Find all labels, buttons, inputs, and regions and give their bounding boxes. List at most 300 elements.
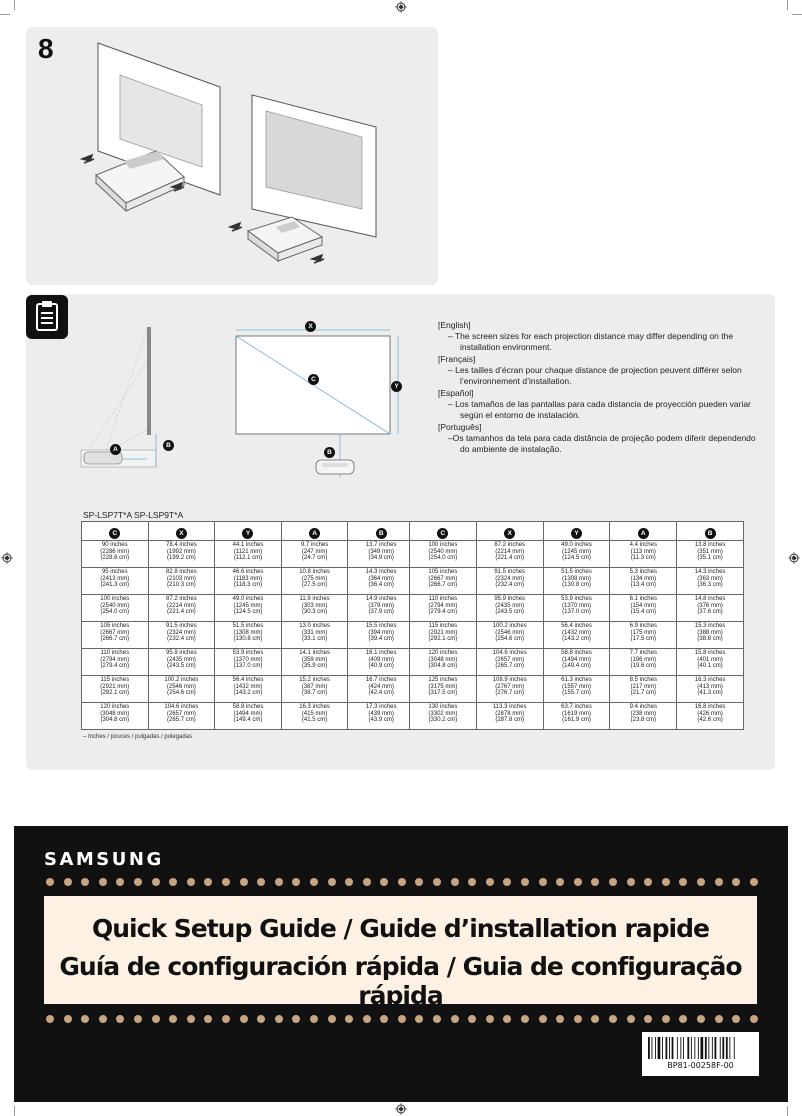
cell-line: (276.7 cm) bbox=[495, 690, 525, 697]
table-cell bbox=[215, 703, 282, 730]
decor-dot bbox=[415, 1015, 423, 1023]
decor-dot bbox=[486, 1015, 494, 1023]
decor-dot bbox=[486, 878, 494, 886]
cell-line: (2878 mm) bbox=[495, 710, 525, 717]
cell-line: 6.1 inches bbox=[629, 596, 657, 602]
barcode-bar bbox=[666, 1037, 668, 1059]
table-row bbox=[410, 703, 744, 730]
cell-line: 90 inches bbox=[101, 542, 128, 548]
decor-dot bbox=[275, 878, 283, 886]
cell-line: 15.8 inches bbox=[694, 650, 726, 656]
decor-dot bbox=[116, 878, 124, 886]
cell-line: (2657 mm) bbox=[495, 656, 525, 663]
table-cell bbox=[148, 703, 215, 730]
barcode-bar bbox=[708, 1037, 709, 1059]
cell-line: (36.3 cm) bbox=[697, 582, 723, 589]
registration-mark-bottom bbox=[395, 1103, 407, 1115]
cell-line: 56.4 inches bbox=[232, 677, 264, 683]
cell-line: (413 mm) bbox=[697, 683, 723, 690]
cell-line: (1432 mm) bbox=[561, 629, 591, 636]
cell-line: (1308 mm) bbox=[561, 575, 591, 582]
barcode-bar bbox=[712, 1037, 713, 1059]
cell-line: 8.5 inches bbox=[629, 677, 657, 683]
cell-line: 95.9 inches bbox=[166, 650, 197, 656]
table-cell bbox=[148, 622, 215, 649]
decor-dot bbox=[591, 1015, 599, 1023]
cell-line: (266.7 cm) bbox=[100, 636, 130, 643]
header-badge: C bbox=[437, 528, 448, 539]
decor-dot bbox=[257, 1015, 265, 1023]
table-row bbox=[410, 595, 744, 622]
cell-line: (21.7 cm) bbox=[630, 690, 656, 697]
cell-line: (243.5 cm) bbox=[495, 609, 525, 616]
multilingual-notes bbox=[438, 319, 760, 455]
size-table-left bbox=[81, 521, 415, 730]
decor-dot bbox=[574, 1015, 582, 1023]
table-cell bbox=[476, 676, 543, 703]
table-row bbox=[410, 676, 744, 703]
cell-line: (401 mm) bbox=[697, 656, 723, 663]
crop-mark bbox=[14, 1106, 15, 1116]
cell-line: 16.3 inches bbox=[694, 677, 726, 683]
cell-line: (409 mm) bbox=[368, 656, 395, 663]
decor-dot bbox=[697, 878, 705, 886]
table-cell bbox=[148, 649, 215, 676]
decor-dot bbox=[134, 1015, 142, 1023]
cell-line: (217 mm) bbox=[630, 683, 657, 690]
cell-line: (124.5 cm) bbox=[562, 555, 591, 562]
crop-mark bbox=[787, 0, 788, 10]
label-x-front: X bbox=[305, 321, 316, 332]
table-cell bbox=[610, 568, 677, 595]
decor-dot bbox=[187, 878, 195, 886]
cell-line: (254.0 cm) bbox=[100, 609, 130, 616]
cell-line: 95.9 inches bbox=[494, 596, 526, 602]
decor-dot bbox=[662, 878, 670, 886]
decor-dot bbox=[732, 878, 740, 886]
cell-line: (137.0 cm) bbox=[562, 609, 591, 616]
header-badge: Y bbox=[571, 528, 582, 539]
cell-line: 7.7 inches bbox=[629, 650, 657, 656]
cell-line: (1494 mm) bbox=[233, 710, 263, 717]
cell-line: (221.4 cm) bbox=[167, 609, 196, 616]
decor-dot bbox=[204, 1015, 212, 1023]
decor-dot bbox=[46, 1015, 54, 1023]
table-cell bbox=[677, 595, 744, 622]
table-cell bbox=[215, 568, 282, 595]
step-number: 8 bbox=[38, 33, 54, 64]
crop-mark bbox=[0, 14, 10, 15]
step-8-panel bbox=[26, 27, 438, 285]
barcode-bar bbox=[648, 1037, 650, 1059]
cell-line: (38.8 cm) bbox=[697, 636, 723, 643]
table-row bbox=[410, 622, 744, 649]
title-line-2: Guía de configuración rápida / Guia de configuração rápida bbox=[59, 952, 742, 1010]
cell-line: (1432 mm) bbox=[233, 683, 263, 690]
decor-dot bbox=[468, 878, 476, 886]
cell-line: 9.7 inches bbox=[300, 542, 329, 548]
cell-line: (41.3 cm) bbox=[697, 690, 723, 697]
cell-line: (40.9 cm) bbox=[368, 663, 394, 670]
table-cell bbox=[281, 595, 348, 622]
barcode-bar bbox=[677, 1037, 678, 1059]
table-cell bbox=[348, 676, 415, 703]
cell-line: (38.7 cm) bbox=[301, 690, 328, 697]
decor-dot bbox=[539, 878, 547, 886]
table-cell bbox=[543, 595, 610, 622]
barcode bbox=[642, 1032, 759, 1076]
barcode-bar bbox=[734, 1037, 735, 1059]
cell-line: 16.1 inches bbox=[365, 650, 397, 656]
cell-line: (1245 mm) bbox=[561, 548, 591, 555]
cell-line: (265.7 cm) bbox=[495, 663, 525, 670]
cell-line: (143.2 cm) bbox=[562, 636, 591, 643]
table-cell bbox=[610, 676, 677, 703]
note-text: – The screen sizes for each projection distance may differ depending on the installation environment. bbox=[448, 331, 734, 352]
cell-line: (317.5 cm) bbox=[428, 690, 458, 697]
cell-line: (1121 mm) bbox=[233, 548, 263, 555]
cell-line: (3048 mm) bbox=[428, 656, 458, 663]
cell-line: 51.5 inches bbox=[561, 569, 592, 575]
cell-line: 13.7 inches bbox=[365, 542, 397, 548]
cell-line: (221.4 cm) bbox=[495, 555, 525, 562]
cell-line: (154 mm) bbox=[630, 602, 657, 609]
cell-line: (2546 mm) bbox=[166, 683, 196, 690]
decor-dot bbox=[64, 878, 72, 886]
header-badge: A bbox=[638, 528, 649, 539]
table-header bbox=[543, 522, 610, 541]
crop-mark bbox=[787, 1106, 788, 1116]
cell-line: (2921 mm) bbox=[428, 629, 458, 636]
cell-line: (40.1 cm) bbox=[697, 663, 723, 670]
cell-line: 100.2 inches bbox=[164, 677, 199, 683]
cell-line: (1245 mm) bbox=[233, 602, 263, 609]
cell-line: (43.9 cm) bbox=[368, 717, 394, 724]
table-cell bbox=[82, 595, 149, 622]
cell-line: (303 mm) bbox=[301, 602, 328, 609]
decor-dot bbox=[292, 878, 300, 886]
crop-mark bbox=[14, 0, 15, 10]
cell-line: 53.9 inches bbox=[232, 650, 264, 656]
cell-line: (3302 mm) bbox=[428, 710, 458, 717]
cell-line: (376 mm) bbox=[697, 602, 723, 609]
barcode-bar bbox=[662, 1037, 663, 1059]
note-lang: [Español] bbox=[438, 388, 474, 398]
cell-line: (149.4 cm) bbox=[233, 717, 263, 724]
cell-line: (2667 mm) bbox=[100, 629, 130, 636]
cell-line: 13.8 inches bbox=[694, 542, 726, 548]
cell-line: 110 inches bbox=[100, 650, 130, 656]
table-header bbox=[476, 522, 543, 541]
cell-line: (359 mm) bbox=[301, 656, 328, 663]
decor-dot bbox=[398, 1015, 406, 1023]
table-cell bbox=[476, 568, 543, 595]
decor-dot bbox=[99, 1015, 107, 1023]
table-row bbox=[410, 649, 744, 676]
cell-line: (2324 mm) bbox=[166, 629, 196, 636]
table-row bbox=[410, 568, 744, 595]
decor-dot bbox=[116, 1015, 124, 1023]
cell-line: (243.5 cm) bbox=[167, 663, 196, 670]
cell-line: 44.1 inches bbox=[232, 542, 264, 548]
cell-line: (2794 mm) bbox=[428, 602, 458, 609]
note-lang: [Français] bbox=[438, 354, 476, 364]
decor-dot bbox=[644, 1015, 652, 1023]
table-row bbox=[82, 568, 415, 595]
decor-dot bbox=[715, 1015, 723, 1023]
decor-dot bbox=[415, 878, 423, 886]
cell-line: 49.0 inches bbox=[561, 542, 592, 548]
cell-line: (130.8 cm) bbox=[562, 582, 591, 589]
header-badge: B bbox=[705, 528, 716, 539]
cell-line: (351 mm) bbox=[697, 548, 723, 555]
table-cell bbox=[82, 568, 149, 595]
table-cell bbox=[215, 595, 282, 622]
table-cell bbox=[677, 649, 744, 676]
cell-line: (349 mm) bbox=[368, 548, 395, 555]
decor-dot bbox=[363, 1015, 371, 1023]
cell-line: 95 inches bbox=[101, 569, 128, 575]
cell-line: 10.8 inches bbox=[299, 569, 330, 575]
cell-line: (275 mm) bbox=[301, 575, 328, 582]
decor-dot bbox=[398, 878, 406, 886]
table-cell bbox=[148, 595, 215, 622]
cell-line: 61.3 inches bbox=[561, 677, 592, 683]
cell-line: (36.4 cm) bbox=[368, 582, 394, 589]
cell-line: (149.4 cm) bbox=[562, 663, 591, 670]
barcode-bar bbox=[715, 1037, 717, 1059]
cell-line: 104.6 inches bbox=[164, 704, 199, 710]
table-cell bbox=[148, 568, 215, 595]
cell-line: (3175 mm) bbox=[428, 683, 458, 690]
projector-adjustment-illustration bbox=[26, 27, 438, 285]
decor-dot bbox=[240, 878, 248, 886]
table-cell bbox=[543, 622, 610, 649]
decor-dot bbox=[627, 1015, 635, 1023]
cell-line: (11.3 cm) bbox=[630, 555, 656, 562]
cell-line: 49.0 inches bbox=[232, 596, 264, 602]
label-b-side: B bbox=[163, 440, 174, 451]
decor-dot bbox=[715, 878, 723, 886]
note-text: – Les tailles d’écran pour chaque distance de projection peuvent différer selon l’environnement d’installation. bbox=[448, 365, 742, 386]
decor-dot bbox=[627, 878, 635, 886]
decor-dot bbox=[609, 878, 617, 886]
cell-line: 17.3 inches bbox=[365, 704, 397, 710]
cell-line: (292.1 cm) bbox=[428, 636, 458, 643]
cell-line: (2921 mm) bbox=[100, 683, 130, 690]
front-view-diagram bbox=[226, 322, 416, 487]
barcode-bar bbox=[698, 1037, 699, 1059]
cell-line: (2667 mm) bbox=[428, 575, 458, 582]
cell-line: 9.4 inches bbox=[629, 704, 657, 710]
table-cell bbox=[476, 649, 543, 676]
decor-dot bbox=[380, 1015, 388, 1023]
cell-line: (2286 mm) bbox=[100, 548, 130, 555]
decor-dot bbox=[99, 878, 107, 886]
label-c-front: C bbox=[308, 374, 319, 385]
cell-line: (241.3 cm) bbox=[100, 582, 130, 589]
cell-line: (19.6 cm) bbox=[630, 663, 656, 670]
cell-line: 105 inches bbox=[428, 569, 458, 575]
cell-line: (35.9 cm) bbox=[301, 663, 328, 670]
cell-line: (379 mm) bbox=[368, 602, 395, 609]
decor-dot bbox=[451, 878, 459, 886]
cell-line: (1494 mm) bbox=[561, 656, 591, 663]
cell-line: (2794 mm) bbox=[100, 656, 130, 663]
barcode-bar bbox=[680, 1037, 681, 1059]
cell-line: 115 inches bbox=[428, 623, 458, 629]
cell-line: (196 mm) bbox=[630, 656, 657, 663]
table-cell bbox=[148, 541, 215, 568]
cell-line: 13.0 inches bbox=[299, 623, 330, 629]
table-cell bbox=[610, 595, 677, 622]
decor-dot bbox=[292, 1015, 300, 1023]
cell-line: 4.4 inches bbox=[629, 542, 657, 548]
decor-dot bbox=[310, 878, 318, 886]
decor-dot bbox=[662, 1015, 670, 1023]
cell-line: (387 mm) bbox=[301, 683, 328, 690]
label-y-front: Y bbox=[391, 381, 402, 392]
table-cell bbox=[215, 649, 282, 676]
cell-line: 15.5 inches bbox=[365, 623, 397, 629]
table-row bbox=[82, 649, 415, 676]
cell-line: (394 mm) bbox=[368, 629, 395, 636]
cell-line: (37.6 cm) bbox=[697, 609, 723, 616]
samsung-logo: SAMSUNG bbox=[44, 849, 164, 870]
cell-line: 125 inches bbox=[428, 677, 458, 683]
cell-line: (2214 mm) bbox=[166, 602, 196, 609]
table-row bbox=[410, 541, 744, 568]
decor-dot bbox=[468, 1015, 476, 1023]
cell-line: (2103 mm) bbox=[166, 575, 196, 582]
cell-line: (279.4 cm) bbox=[428, 609, 458, 616]
header-badge: Y bbox=[242, 528, 253, 539]
model-label: SP-LSP7T*A SP-LSP9T*A bbox=[83, 510, 184, 520]
note-badge bbox=[26, 295, 68, 339]
cell-line: 120 inches bbox=[100, 704, 130, 710]
table-cell bbox=[610, 703, 677, 730]
cell-line: (2657 mm) bbox=[166, 710, 196, 717]
table-cell bbox=[610, 649, 677, 676]
cell-line: 16.3 inches bbox=[299, 704, 330, 710]
decor-dot bbox=[169, 878, 177, 886]
table-cell bbox=[281, 703, 348, 730]
barcode-bar bbox=[729, 1037, 730, 1059]
table-cell bbox=[82, 676, 149, 703]
cell-line: (2413 mm) bbox=[100, 575, 130, 582]
cell-line: 120 inches bbox=[428, 650, 458, 656]
table-cell bbox=[410, 703, 477, 730]
cell-line: 14.8 inches bbox=[694, 596, 726, 602]
table-cell bbox=[610, 541, 677, 568]
note-text: – Los tamaños de las pantallas para cada distancia de proyección pueden variar según el entorno de instalación. bbox=[448, 399, 751, 420]
decor-dot bbox=[222, 878, 230, 886]
table-cell bbox=[543, 676, 610, 703]
cell-line: 14.3 inches bbox=[365, 569, 397, 575]
cell-line: (279.4 cm) bbox=[100, 663, 130, 670]
cell-line: (415 mm) bbox=[301, 710, 328, 717]
table-row bbox=[82, 703, 415, 730]
table-cell bbox=[348, 622, 415, 649]
barcode-bar bbox=[691, 1037, 692, 1059]
table-cell bbox=[348, 649, 415, 676]
cell-line: 130 inches bbox=[428, 704, 458, 710]
decor-dot bbox=[521, 878, 529, 886]
cell-line: (143.2 cm) bbox=[233, 690, 263, 697]
table-cell bbox=[410, 649, 477, 676]
table-cell bbox=[476, 622, 543, 649]
table-cell bbox=[348, 541, 415, 568]
cell-line: (24.7 cm) bbox=[301, 555, 328, 562]
decor-dot bbox=[46, 878, 54, 886]
table-cell bbox=[610, 622, 677, 649]
cell-line: (2540 mm) bbox=[428, 548, 458, 555]
cell-line: (37.9 cm) bbox=[368, 609, 394, 616]
cell-line: 115 inches bbox=[100, 677, 130, 683]
cell-line: (363 mm) bbox=[697, 575, 723, 582]
registration-mark-left bbox=[1, 552, 13, 564]
cell-line: (266.7 cm) bbox=[428, 582, 458, 589]
header-badge: C bbox=[109, 528, 120, 539]
cell-line: (1557 mm) bbox=[561, 683, 591, 690]
table-cell bbox=[410, 676, 477, 703]
cell-line: 11.9 inches bbox=[299, 596, 330, 602]
table-cell bbox=[82, 541, 149, 568]
table-cell bbox=[410, 568, 477, 595]
note-lang: [English] bbox=[438, 320, 471, 330]
table-cell bbox=[476, 703, 543, 730]
barcode-bar bbox=[701, 1037, 704, 1059]
cell-line: (232.4 cm) bbox=[495, 582, 525, 589]
title-band bbox=[44, 896, 757, 1010]
decor-dot bbox=[363, 878, 371, 886]
header-badge: X bbox=[504, 528, 515, 539]
cell-line: (2767 mm) bbox=[495, 683, 525, 690]
note-lang: [Português] bbox=[438, 422, 482, 432]
dot-row-bottom bbox=[46, 1015, 758, 1023]
cell-line: 87.2 inches bbox=[494, 542, 526, 548]
cell-line: 58.8 inches bbox=[561, 650, 592, 656]
cover-section bbox=[14, 826, 788, 1102]
cell-line: (2214 mm) bbox=[495, 548, 525, 555]
cell-line: (17.5 cm) bbox=[630, 636, 656, 643]
cell-line: (254.0 cm) bbox=[428, 555, 458, 562]
table-cell bbox=[677, 622, 744, 649]
cell-line: (13.4 cm) bbox=[630, 582, 656, 589]
decor-dot bbox=[503, 878, 511, 886]
table-cell bbox=[281, 649, 348, 676]
cell-line: (23.8 cm) bbox=[630, 717, 656, 724]
table-row bbox=[82, 622, 415, 649]
decor-dot bbox=[187, 1015, 195, 1023]
decor-dot bbox=[345, 1015, 353, 1023]
cell-line: 56.4 inches bbox=[561, 623, 592, 629]
cell-line: 15.2 inches bbox=[299, 677, 330, 683]
header-badge: X bbox=[176, 528, 187, 539]
table-cell bbox=[148, 676, 215, 703]
title-line-1: Quick Setup Guide / Guide d’installation rapide bbox=[92, 914, 709, 943]
cell-line: (2540 mm) bbox=[100, 602, 130, 609]
table-row bbox=[82, 676, 415, 703]
cell-line: 14.9 inches bbox=[365, 596, 397, 602]
header-badge: A bbox=[309, 528, 320, 539]
decor-dot bbox=[574, 878, 582, 886]
cell-line: (1370 mm) bbox=[561, 602, 591, 609]
decor-dot bbox=[503, 1015, 511, 1023]
clipboard-icon bbox=[26, 295, 68, 339]
cell-line: (424 mm) bbox=[368, 683, 395, 690]
table-cell bbox=[215, 676, 282, 703]
